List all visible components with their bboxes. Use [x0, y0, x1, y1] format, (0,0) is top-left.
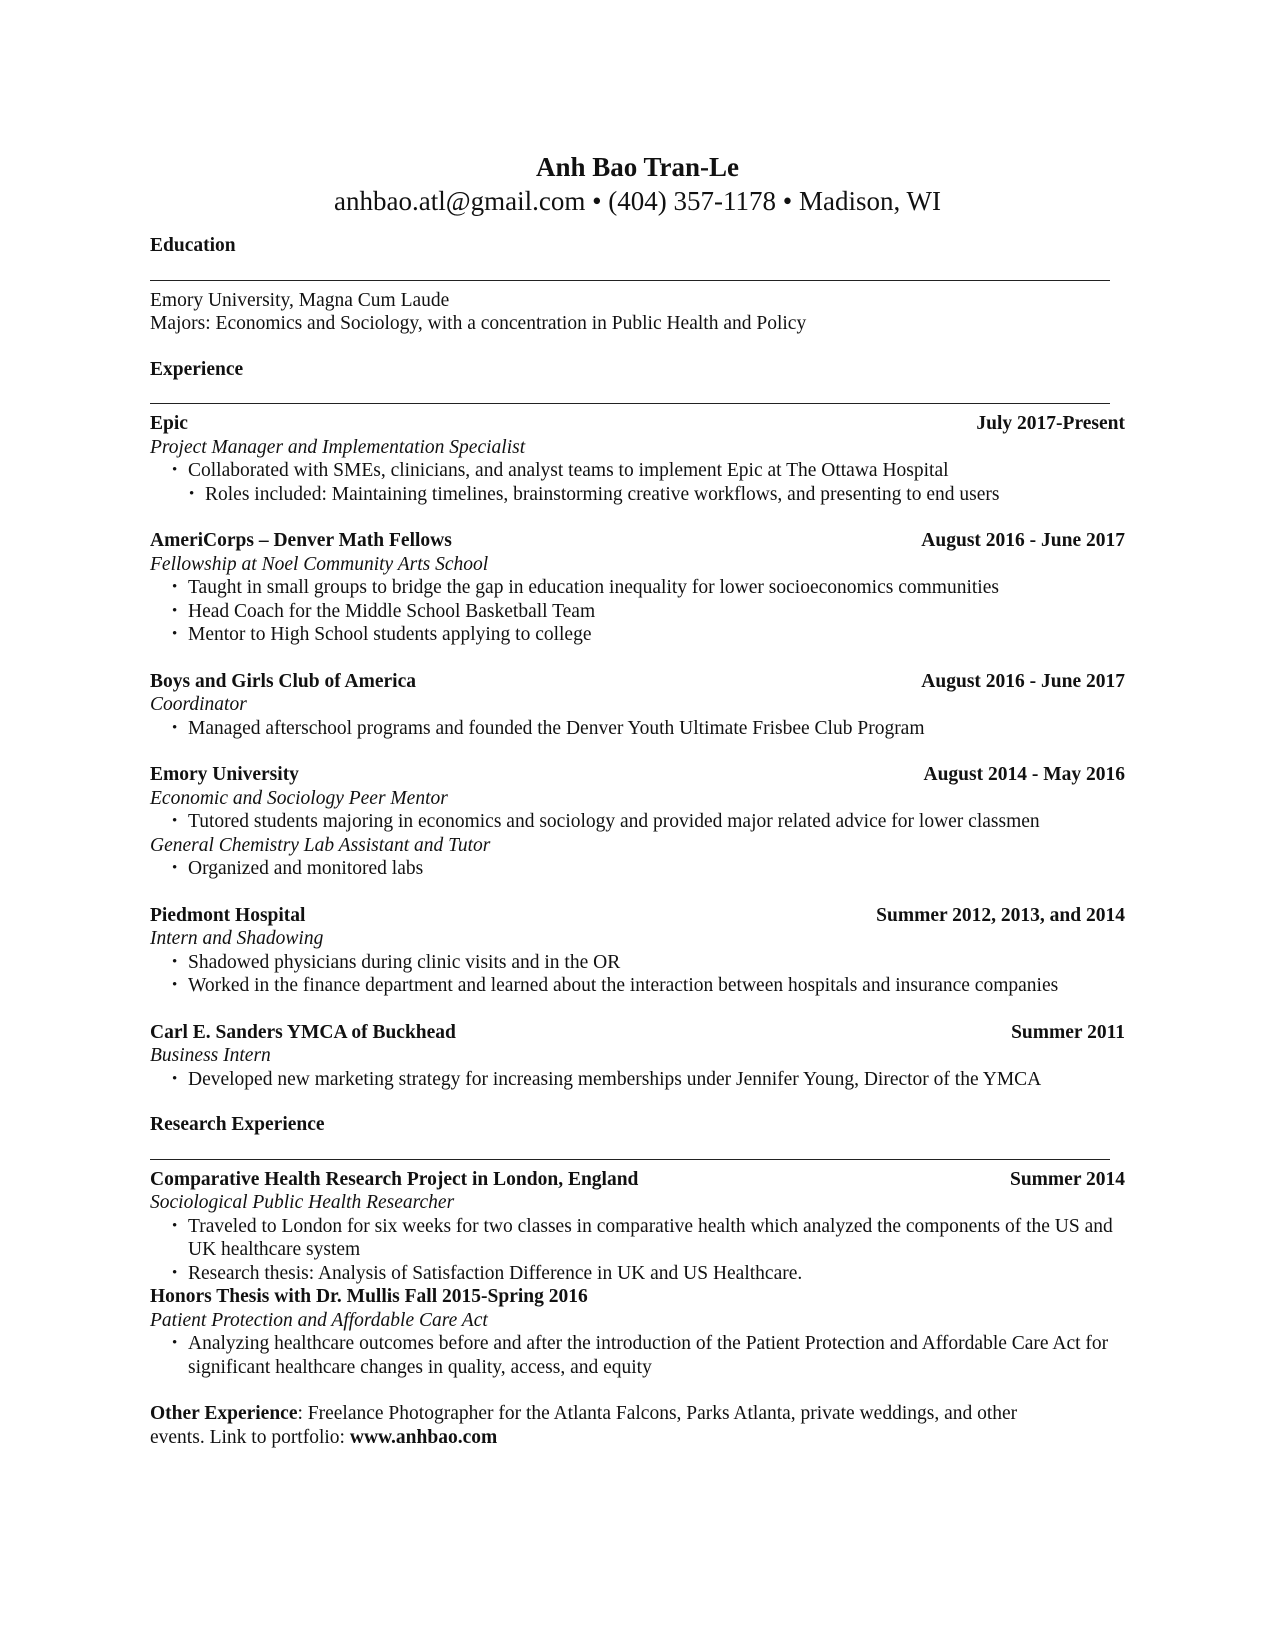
entry-bullet: • Developed new marketing strategy for increasing memberships under Jennifer Young, Director of the YMCA — [188, 1068, 1125, 1092]
experience-entry — [150, 1021, 1125, 1092]
entry-bullet: • Taught in small groups to bridge the gap in education inequality for lower socioeconomics communities — [188, 576, 1125, 600]
entry-role: Business Intern — [150, 1045, 271, 1066]
other-experience — [150, 1402, 1050, 1449]
experience-section — [150, 412, 1125, 1091]
entry-role: Sociological Public Health Researcher — [150, 1192, 455, 1213]
entry-role: Fellowship at Noel Community Arts School — [150, 553, 489, 575]
section-divider — [150, 403, 1110, 404]
section-title-education: Education — [150, 235, 236, 256]
resume-header — [150, 150, 1125, 218]
other-label: Other Experience — [150, 1403, 298, 1424]
experience-entry — [150, 412, 1125, 506]
section-title-experience: Experience — [150, 358, 244, 380]
entry-bullet: • Managed afterschool programs and founded the Denver Youth Ultimate Frisbee Club Program — [188, 717, 1125, 741]
entry-dates: Summer 2014 — [1009, 1168, 1125, 1190]
entry-role: Economic and Sociology Peer Mentor — [150, 787, 448, 809]
entry-dates: August 2016 - June 2017 — [921, 530, 1125, 551]
entry-role: Patient Protection and Affordable Care Act — [150, 1309, 488, 1331]
entry-bullet: • Shadowed physicians during clinic visits and in the OR — [188, 951, 1125, 975]
entry-role: Coordinator — [150, 694, 247, 715]
entry-org: Emory University — [150, 764, 299, 785]
research-section — [150, 1168, 1125, 1380]
entry-bullet: • Worked in the finance department and learned about the interaction between hospitals and insurance companies — [188, 974, 1125, 998]
entry-bullet: • Organized and monitored labs — [188, 857, 1125, 881]
entry-bullet: • Tutored students majoring in economics and sociology and provided major related advice for lower classmen — [188, 810, 1125, 834]
entry-org: Comparative Health Research Project in London, England — [150, 1168, 639, 1190]
entry-org: Boys and Girls Club of America — [150, 670, 416, 692]
experience-entry — [150, 670, 1125, 741]
portfolio-link[interactable]: www.anhbao.com — [349, 1426, 498, 1448]
entry-bullet: • Analyzing healthcare outcomes before and after the introduction of the Patient Protection and Affordable Care Act for significant healthcare changes in quality, access, and equity — [188, 1332, 1113, 1379]
entry-bullet: • Head Coach for the Middle School Basketball Team — [188, 600, 1125, 624]
research-entry — [150, 1168, 1125, 1286]
entry-org: Epic — [150, 413, 188, 434]
contact-line: anhbao.atl@gmail.com • (404) 357-1178 • Madison, WI — [334, 186, 941, 216]
entry-sub-bullet: • Roles included: Maintaining timelines, brainstorming creative workflows, and presenting to end users — [205, 483, 1125, 507]
section-divider — [150, 1159, 1110, 1160]
entry-org: Honors Thesis with Dr. Mullis Fall 2015-Spring 2016 — [150, 1286, 588, 1307]
entry-dates: August 2016 - June 2017 — [921, 670, 1125, 692]
candidate-name: Anh Bao Tran-Le — [535, 152, 740, 182]
entry-role: General Chemistry Lab Assistant and Tutor — [150, 834, 491, 856]
entry-dates: July 2017-Present — [976, 413, 1125, 434]
resume-page — [150, 150, 1125, 1449]
education-majors: Majors: Economics and Sociology, with a concentration in Public Health and Policy — [150, 313, 807, 334]
entry-role: Intern and Shadowing — [150, 928, 324, 949]
entry-dates: Summer 2012, 2013, and 2014 — [876, 904, 1125, 926]
entry-bullet: • Collaborated with SMEs, clinicians, and analyst teams to implement Epic at The Ottawa Hospital — [188, 459, 1125, 483]
entry-org: Piedmont Hospital — [150, 904, 306, 926]
other-text: : Freelance Photographer for the Atlanta Falcons, Parks Atlanta, private weddings, and other events. Link to portfolio: — [150, 1403, 1018, 1448]
section-title-research: Research Experience — [150, 1114, 325, 1135]
education-school: Emory University, Magna Cum Laude — [150, 289, 450, 311]
entry-org: AmeriCorps – Denver Math Fellows — [150, 530, 452, 551]
education-section — [150, 289, 1125, 336]
experience-entry — [150, 763, 1125, 881]
entry-dates: August 2014 - May 2016 — [923, 764, 1125, 785]
entry-role: Project Manager and Implementation Specialist — [150, 436, 526, 458]
entry-dates: Summer 2011 — [1011, 1021, 1125, 1043]
section-divider — [150, 280, 1110, 281]
research-entry — [150, 1285, 1125, 1379]
experience-entry — [150, 904, 1125, 998]
entry-bullet: • Traveled to London for six weeks for two classes in comparative health which analyzed the components of the US and UK healthcare system — [188, 1215, 1113, 1262]
entry-org: Carl E. Sanders YMCA of Buckhead — [150, 1021, 456, 1043]
experience-entry — [150, 529, 1125, 647]
entry-bullet: • Mentor to High School students applying to college — [188, 623, 1125, 647]
entry-bullet: • Research thesis: Analysis of Satisfaction Difference in UK and US Healthcare. — [188, 1262, 1113, 1286]
